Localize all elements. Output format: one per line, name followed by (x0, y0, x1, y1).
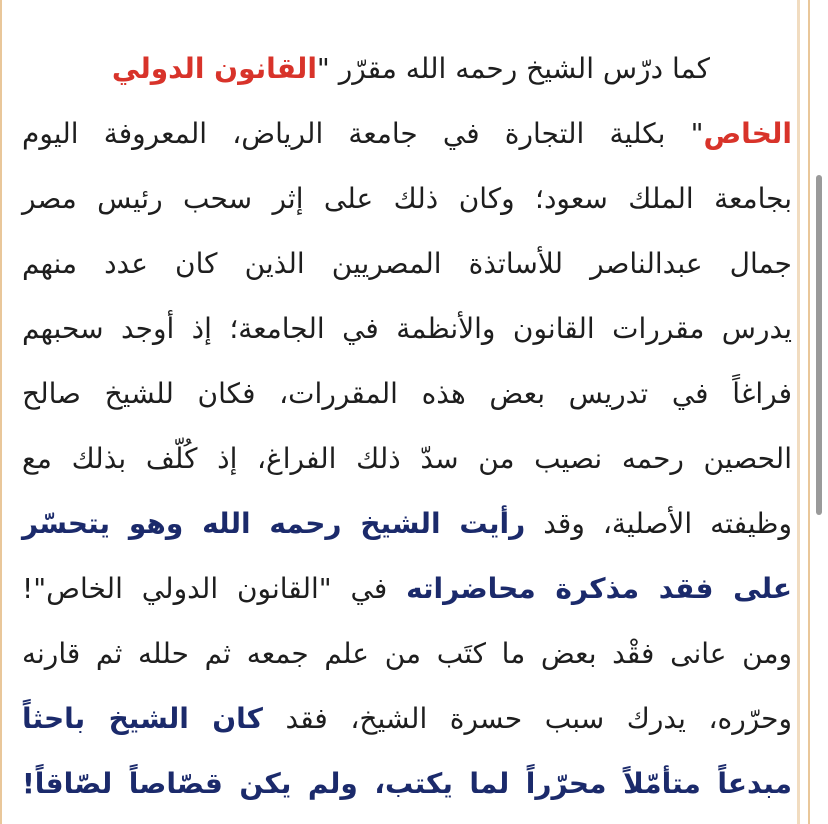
article-paragraph (22, 36, 792, 816)
text-line-7: الحصين رحمه نصيب من سدّ ذلك الفراغ، إذ كُلّف بذلك مع (22, 442, 792, 475)
scroll-track[interactable] (810, 0, 828, 824)
text-line-4: جمال عبدالناصر للأساتذة المصريين الذين كان عدد منهم (22, 247, 792, 280)
text-line-10: ومن عانى فقْد بعض ما كتَب من علم جمعه ثم حلله ثم قارنه (22, 637, 792, 670)
text-line-1 (22, 36, 792, 101)
text-segment: " بكلية التجارة في جامعة الرياض، المعروفة اليوم (22, 117, 704, 150)
highlight-quote-end: على فقد مذكرة محاضراته (406, 572, 792, 605)
text-line-12: مبدعاً متأمّلاً محرّراً لما يكتب، ولم يكن قصّاصاً لصّاقاً! (22, 767, 792, 800)
text-segment: في "القانون الدولي الخاص"! (22, 572, 407, 605)
highlight-conclusion: كان الشيخ باحثاً (22, 702, 263, 735)
highlight-course-name-end: الخاص (703, 117, 792, 150)
text-line-11 (22, 686, 792, 751)
text-line-5: يدرس مقررات القانون والأنظمة في الجامعة؛ إذ أوجد سحبهم (22, 312, 792, 345)
text-line-6: فراغاً في تدريس بعض هذه المقررات، فكان للشيخ صالح (22, 377, 792, 410)
scrollbar-thumb[interactable] (816, 175, 822, 515)
highlight-course-name: القانون الدولي (111, 52, 317, 85)
text-segment: وظيفته الأصلية، وقد (525, 507, 792, 540)
text-line-8 (22, 491, 792, 556)
highlight-quote: رأيت الشيخ رحمه الله وهو يتحسّر (22, 507, 526, 540)
text-segment: كما درّس الشيخ رحمه الله مقرّر " (316, 52, 710, 85)
text-segment: وحرّره، يدرك سبب حسرة الشيخ، فقد (262, 702, 792, 735)
text-line-3: بجامعة الملك سعود؛ وكان ذلك على إثر سحب رئيس مصر (22, 182, 792, 215)
text-line-2 (22, 101, 792, 166)
text-line-9 (22, 556, 792, 621)
